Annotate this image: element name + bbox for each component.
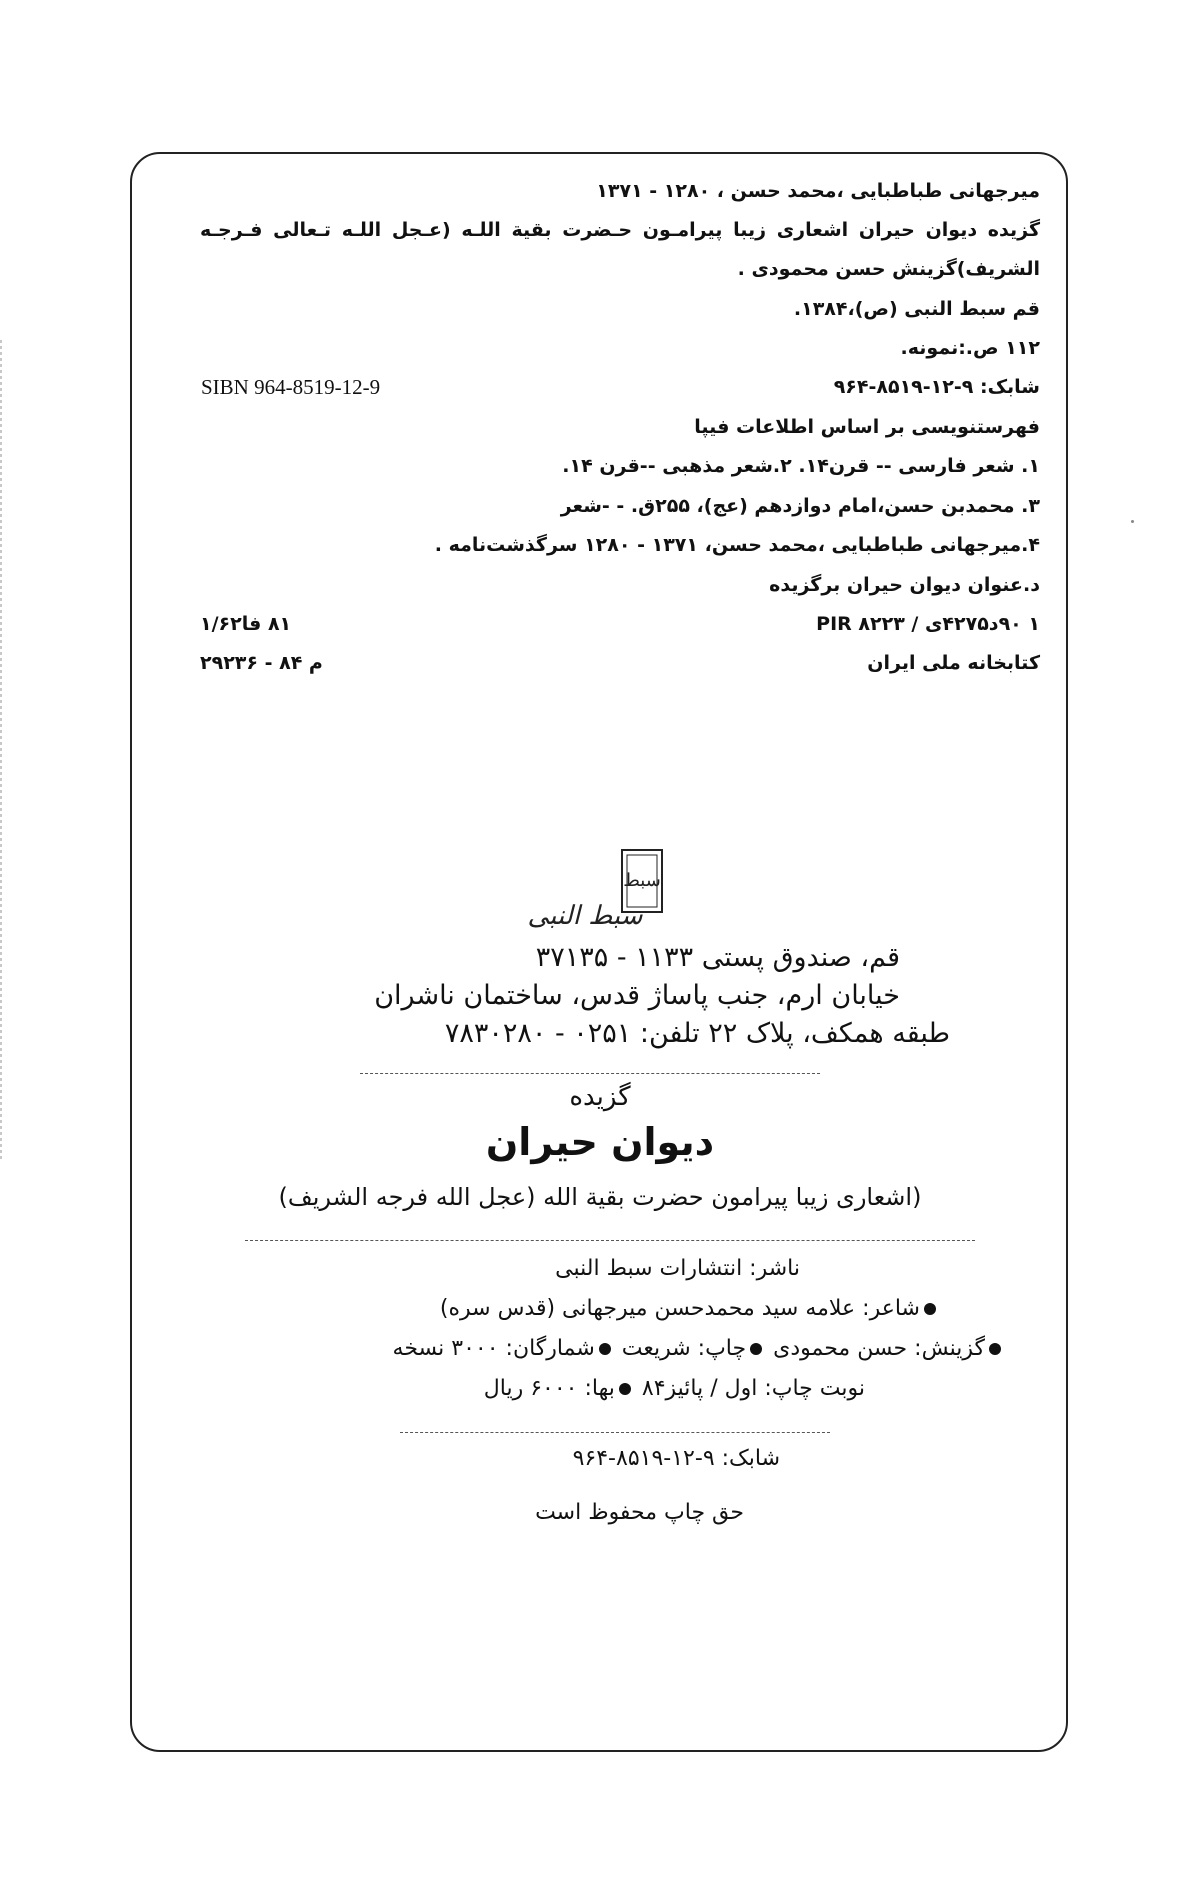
credit-edition-row <box>484 1374 865 1404</box>
credit-price: بها: ۶۰۰۰ ریال <box>483 1376 615 1401</box>
credit-selection: گزینش: حسن محمودی <box>773 1336 985 1361</box>
cip-dewey: ۸۱ فا۱/۶۲ <box>200 613 292 635</box>
bullet-icon <box>924 1303 936 1315</box>
divider-1 <box>360 1073 820 1074</box>
cip-pages: ۱۱۲ ص.:نمونه. <box>900 337 1040 359</box>
credit-copyright: حق چاپ محفوظ است <box>535 1500 744 1525</box>
cip-subject-3: ۳. محمدبن حسن،امام دوازدهم (عج)، ۲۵۵ق. - -شعر <box>560 495 1040 517</box>
credit-isbn: شابک: ۹-۱۲-۸۵۱۹-۹۶۴ <box>572 1446 780 1471</box>
credit-edition: نوبت چاپ: اول / پائیز۸۴ <box>641 1376 865 1401</box>
credit-copies: شمارگان: ۳۰۰۰ نسخه <box>392 1336 595 1361</box>
cip-subject-4: ۴.میرجهانی طباطبایی ،محمد حسن، ۱۳۷۱ - ۱۲۸۰ سرگذشت‌نامه . <box>434 534 1040 556</box>
credit-production-row <box>393 1334 1005 1364</box>
credit-poet: شاعر: علامه سید محمدحسن میرجهانی (قدس سره) <box>439 1296 920 1321</box>
cip-cataloging: فهرستنویسی بر اساس اطلاعات فیپا <box>694 416 1040 438</box>
cip-isbn-latin: SIBN 964-8519-12-9 <box>201 375 381 399</box>
address-line-2: خیابان ارم، جنب پاساژ قدس، ساختمان ناشران <box>374 980 900 1011</box>
credit-print: چاپ: شریعت <box>621 1336 747 1361</box>
divider-3 <box>400 1432 830 1433</box>
cip-library: کتابخانه ملی ایران <box>867 652 1040 674</box>
scan-edge-shadow <box>0 340 2 1160</box>
publisher-logo <box>490 848 680 930</box>
credit-poet-row <box>440 1294 940 1324</box>
cip-subject-1: ۱. شعر فارسی -- قرن۱۴. ۲.شعر مذهبی --قرن ۱۴. <box>562 455 1040 477</box>
cip-library-number: م ۸۴ - ۲۹۲۳۶ <box>200 652 323 674</box>
logo-seal-text: سبط <box>623 870 661 891</box>
cip-publication: قم سبط النبی (ص)،۱۳۸۴. <box>793 298 1040 320</box>
scan-speck <box>1131 520 1134 523</box>
book-subtitle: (اشعاری زیبا پیرامون حضرت بقیة الله (عجل الله فرجه الشریف) <box>278 1183 922 1211</box>
divider-2 <box>245 1240 975 1241</box>
cip-classification: ۱ ۹۰د۴۲۷۵ی / ۸۲۲۳ PIR <box>816 613 1040 635</box>
address-line-3: طبقه همکف، پلاک ۲۲ تلفن: ۰۲۵۱ - ۷۸۳۰۲۸۰ <box>444 1018 950 1049</box>
credit-publisher: ناشر: انتشارات سبط النبی <box>555 1256 800 1281</box>
bullet-icon <box>750 1343 762 1355</box>
bullet-icon <box>989 1343 1001 1355</box>
book-title: دیوان حیران <box>485 1120 715 1164</box>
book-label: گزیده <box>569 1082 631 1112</box>
cip-title-entry: د.عنوان دیوان حیران برگزیده <box>769 574 1040 596</box>
cip-title-line1: گزیده دیوان حیران اشعاری زیبا پیرامـون حـضرت بقیة اللـه (عـجل اللـه تـعالی فـرجـه <box>200 219 1040 241</box>
bullet-icon <box>619 1383 631 1395</box>
cip-isbn-fa: شابک: ۹-۱۲-۸۵۱۹-۹۶۴ <box>833 376 1040 398</box>
cip-title-line2: الشریف)گزینش حسن محمودی . <box>737 258 1040 280</box>
address-line-1: قم، صندوق پستی ۱۱۳۳ - ۳۷۱۳۵ <box>535 942 900 973</box>
cip-author: میرجهانی طباطبایی ،محمد حسن ، ۱۲۸۰ - ۱۳۷۱ <box>596 180 1040 202</box>
bullet-icon <box>599 1343 611 1355</box>
logo-calligraphy: سبط النبی <box>527 901 643 930</box>
